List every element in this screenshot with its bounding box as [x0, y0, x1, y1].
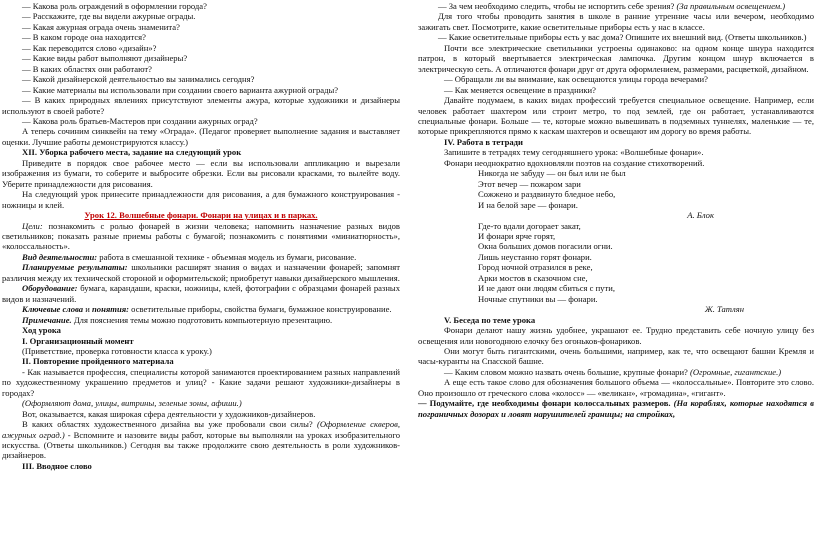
lesson-title-wrap	[2, 210, 400, 220]
left-column	[2, 1, 400, 471]
section-heading-iii: III. Вводное слово	[22, 460, 92, 471]
poem-line: Сожжено и раздвинуто бледное небо,	[478, 189, 616, 200]
paragraph: Почти все электрические светильники устроены одинаково: на одном конце шнура находится патрон, в который ввертывается электрическая лампочка. Другим концом шнур включается в электрическую сеть. А отличаются фонари друг от друга оформлением, размерами, расцветкой, дизайном.	[418, 42, 814, 74]
goals-label: Цели:	[22, 220, 43, 231]
right-column	[418, 1, 814, 419]
poem-author: Ж. Татлян	[704, 304, 744, 315]
note-label: Примечание.	[22, 314, 72, 325]
question-text: — Подумайте, где необходимы фонари колоссальных размеров.	[418, 398, 674, 409]
paragraph: Фонари делают нашу жизнь удобнее, украшают ее. Трудно представить себе ночную улицу без освещения или новогоднюю елочку без огоньков-фонариков.	[418, 325, 814, 346]
section-heading-ii: II. Повторение пройденного материала	[22, 356, 174, 367]
equipment-paragraph	[2, 283, 400, 304]
paragraph: Фонари неоднократно вдохновляли поэтов на создание стихотворений.	[444, 157, 705, 168]
paragraph	[2, 419, 400, 461]
concepts-label: понятия:	[92, 304, 130, 315]
question-line: — Какова роль ограждений в оформлении города?	[22, 1, 207, 11]
paragraph: На следующий урок принесите принадлежности для рисования, а для бумажного конструирования - ножницы и клей.	[2, 189, 400, 210]
lesson-title: Урок 12. Волшебные фонари. Фонари на улицах и в парках.	[84, 210, 318, 221]
activity-text: работа в смешанной технике - объемная модель из бумаги, рисование.	[97, 251, 357, 262]
paragraph-part: В каких областях художественного дизайна вы уже пробовали свои силы?	[22, 419, 317, 430]
question-line: — В каких природных явлениях присутствуют элементы ажура, которые художники и дизайнеры используют в своей работе?	[2, 95, 400, 116]
section-heading-xii: XII. Уборка рабочего места, задание на следующий урок	[22, 147, 242, 158]
results-text: школьники расширят знания о видах и назначении фонарей; запомнят различия между их технической стороной и оформительской; приобретут навыки дизайнерского мышления.	[2, 262, 400, 283]
question-line: — Как переводится слово «дизайн»?	[22, 42, 157, 53]
section-heading-i: I. Организационный момент	[22, 335, 134, 346]
paragraph-part: - Вспомните и назовите виды работ, которые вы выполняли на уроках изобразительного искусства. (Ответы школьников.) Сегодня вы также продолжите свою деятельность в роли художников-дизайнеров.	[2, 429, 400, 461]
goals-paragraph	[2, 221, 400, 252]
results-paragraph	[2, 262, 400, 283]
paragraph: Вот, оказывается, какая широкая сфера деятельности у художников-дизайнеров.	[22, 408, 316, 419]
question-line: — Какая ажурная ограда очень знаменита?	[22, 21, 180, 32]
question-line: — Обращали ли вы внимание, как освещаются улицы города вечерами?	[444, 74, 708, 85]
poem-line: Где-то вдали догорает закат,	[478, 220, 581, 231]
poem-line: Лишь неустанно горят фонари.	[478, 251, 592, 262]
question-text: — За чем необходимо следить, чтобы не испортить себе зрения?	[438, 1, 677, 11]
answer-note: (Огромные, гигантские.)	[690, 366, 782, 377]
answer-note: (За правильным освещением.)	[676, 1, 786, 11]
poem-line: Ночные спутники вы — фонари.	[478, 293, 598, 304]
poem-line: Этот вечер — пожаром зари	[478, 178, 581, 189]
activity-paragraph	[2, 252, 400, 262]
equipment-label: Оборудование:	[22, 283, 78, 294]
answer-note: (Оформляют дома, улицы, витрины, зеленые зоны, афиши.)	[22, 398, 242, 409]
results-label: Планируемые результаты:	[22, 262, 128, 273]
paragraph: А теперь сочиним синквейн на тему «Ограда». (Педагог проверяет выполнение задания и выставляет оценки. Лучшие работы демонстрируются классу.)	[2, 126, 400, 147]
question-line: — Какие виды работ выполняют дизайнеры?	[22, 53, 188, 64]
paragraph: Они могут быть гигантскими, очень большими, например, как те, что освещают башни Кремля и часы-куранты на Спасской башне.	[418, 345, 814, 367]
paragraph: Запишите в тетрадях тему сегодняшнего урока: «Волшебные фонари».	[444, 147, 704, 158]
paragraph: Давайте подумаем, в каких видах профессий требуется специальное освещение. Например, если человек работает шахтером или строит метро, то под землей, где он работает, устанавливаются специальные фонари. Больше — те, которые можно вывешивать в подземных туннелях, маленькие — те, которые прикрепляются прямо к каскам шахтеров и освещают им дорогу во время работы.	[418, 95, 814, 137]
question-line: — Расскажите, где вы видели ажурные ограды.	[22, 11, 196, 22]
equipment-text: бумага, карандаши, краски, ножницы, клей, фотографии с образцами фонарей разных видов и назначений.	[2, 283, 400, 304]
answer-note: (Оформление скверов, ажурных оград.)	[2, 419, 401, 440]
question-line	[418, 367, 814, 377]
keywords-label: Ключевые слова	[22, 304, 84, 315]
section-heading-iv: IV. Работа в тетради	[444, 136, 523, 147]
poem-line: Арки мостов в сказочном сне,	[478, 272, 588, 283]
question-line: — В каких областях они работают?	[22, 63, 152, 74]
note-text: Для пояснения темы можно подготовить компьютерную презентацию.	[71, 314, 333, 325]
paragraph: (Приветствие, проверка готовности класса к уроку.)	[22, 345, 212, 356]
question-line: — Какие осветительные приборы есть у вас дома? Опишите их внешний вид. (Ответы школьников.)	[438, 32, 807, 43]
question-line: — Какие материалы вы использовали при создании своего варианта ажурной ограды?	[22, 84, 339, 95]
course-heading: Ход урока	[22, 325, 61, 336]
question-line: — Какой дизайнерской деятельностью вы занимались сегодня?	[22, 74, 255, 85]
question-text: — Каким словом можно назвать очень большие, крупные фонари?	[444, 366, 691, 377]
keywords-paragraph	[2, 304, 400, 314]
question-line: — В каком городе она находится?	[22, 32, 146, 43]
poem-line: И на белой заре — фонари.	[478, 199, 578, 210]
question-line: — Как меняется освещение в праздники?	[444, 84, 596, 95]
poem-tatlyan	[418, 221, 814, 305]
poem-line: И не дают они людям сбиться с пути,	[478, 283, 615, 294]
keywords-and: и	[83, 304, 92, 315]
activity-label: Вид деятельности:	[22, 251, 98, 262]
poem-line: И фонари ярче горят,	[478, 230, 556, 241]
keywords-text: осветительные приборы, свойства бумаги, бумажное конструирование.	[129, 304, 392, 315]
note-paragraph	[2, 315, 400, 325]
poem-line: Никогда не забуду — он был или не был	[478, 168, 626, 179]
poem-blok	[418, 168, 814, 210]
paragraph: А еще есть такое слово для обозначения большого объема — «колоссальные». Повторите это слово. Оно произошло от греческого слова «колосс» — «великан», «громадина», «гигант».	[418, 377, 814, 398]
paragraph: Для того чтобы проводить занятия в школе в ранние утренние часы или вечером, необходимо зажигать свет. Посмотрите, какие осветительные приборы есть у нас в классе.	[418, 11, 814, 32]
poem-line: Окна больших домов погасили огни.	[478, 241, 613, 252]
paragraph: Приведите в порядок свое рабочее место — если вы использовали аппликацию и вырезали изображения из бумаги, то соберите и выбросите обрезки. Если вы рисовали красками, то вылейте воду. Уберите принадлежности для рисования.	[2, 157, 400, 189]
poem-author: А. Блок	[687, 210, 714, 221]
goals-text: познакомить с ролью фонарей в жизни человека; напомнить назначение разных видов светильников; показать разные приемы работы с бумагой; познакомить с понятиями «миниатюрность», «колоссальность».	[2, 220, 400, 252]
question-line	[418, 1, 814, 11]
poem-line: Город ночной отразился в реке,	[478, 262, 593, 273]
paragraph: - Как называется профессия, специалисты которой занимаются проектированием разных направлений по художественному украшению предметов и улиц? - Какие задачи решают художники-дизайнеры в городах?	[2, 366, 400, 398]
answer-note: (На кораблях, которые находятся в пограничных дозорах и ловят нарушителей границы; на стройках,	[418, 398, 814, 419]
section-heading-v: V. Беседа по теме урока	[444, 314, 536, 325]
question-line	[418, 398, 814, 419]
question-line: — Какова роль братьев-Мастеров при создании ажурных оград?	[22, 115, 258, 126]
